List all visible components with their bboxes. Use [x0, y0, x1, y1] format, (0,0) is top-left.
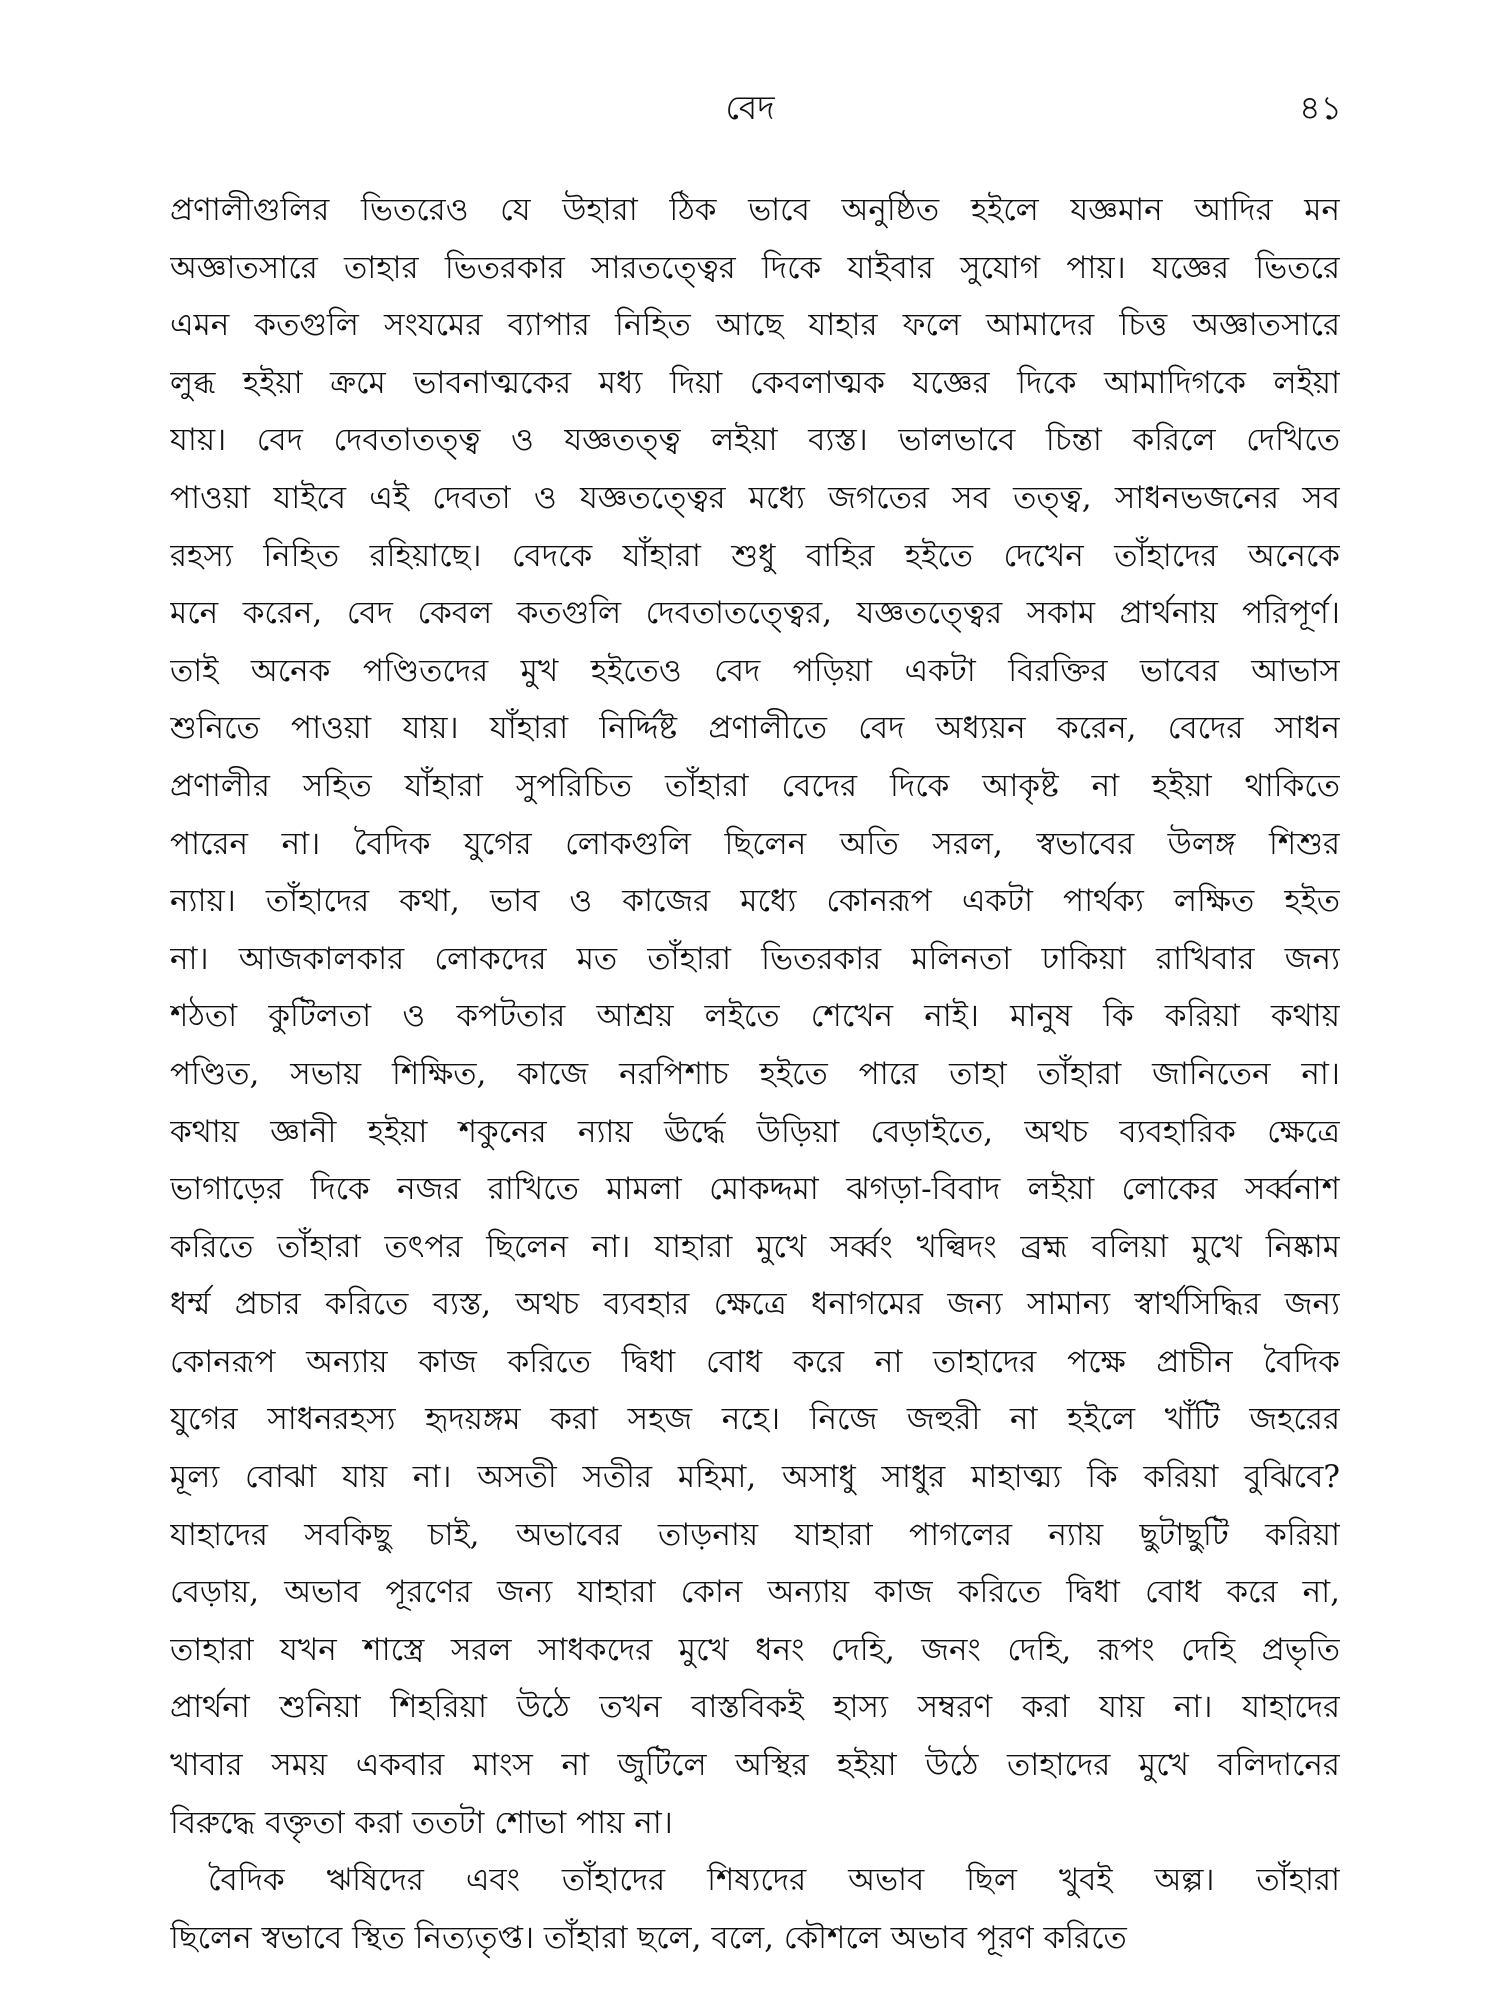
body-text: [170, 182, 1340, 1967]
text-line: ন্যায়। তাঁহাদের কথা, ভাব ও কাজের মধ্যে কোনরূপ একটা পার্থক্য লক্ষিত হইত: [170, 883, 1340, 920]
text-line: না। আজকালকার লোকদের মত তাঁহারা ভিতরকার মলিনতা ঢাকিয়া রাখিবার জন্য: [170, 940, 1340, 977]
text-line: যুগের সাধনরহস্য হৃদয়ঙ্গম করা সহজ নহে। নিজে জহুরী না হইলে খাঁটি জহরের: [170, 1401, 1340, 1438]
text-line: মনে করেন, বেদ কেবল কতগুলি দেবতাতত্ত্বের, যজ্ঞতত্ত্বের সকাম প্রার্থনায় পরিপূর্ণ।: [170, 595, 1340, 632]
text-line: যায়। বেদ দেবতাতত্ত্ব ও যজ্ঞতত্ত্ব লইয়া ব্যস্ত। ভালভাবে চিন্তা করিলে দেখিতে: [170, 422, 1340, 459]
paragraph: [170, 182, 1340, 1852]
text-line: শুনিতে পাওয়া যায়। যাঁহারা নির্দ্দিষ্ট প্রণালীতে বেদ অধ্যয়ন করেন, বেদের সাধন: [170, 710, 1340, 747]
running-title: বেদ: [725, 88, 775, 127]
text-line: কথায় জ্ঞানী হইয়া শকুনের ন্যায় ঊর্দ্ধে উড়িয়া বেড়াইতে, অথচ ব্যবহারিক ক্ষেত্রে: [170, 1113, 1340, 1150]
text-line: এমন কতগুলি সংযমের ব্যাপার নিহিত আছে যাহার ফলে আমাদের চিত্ত অজ্ঞাতসারে: [170, 307, 1340, 344]
text-line: বিরুদ্ধে বক্তৃতা করা ততটা শোভা পায় না।: [170, 1804, 673, 1841]
text-line: করিতে তাঁহারা তৎপর ছিলেন না। যাহারা মুখে সর্ব্বং খল্বিদং ব্রহ্ম বলিয়া মুখে নিষ্কাম: [170, 1228, 1340, 1265]
text-line: ভাগাড়ের দিকে নজর রাখিতে মামলা মোকদ্দমা ঝগড়া-বিবাদ লইয়া লোকের সর্ব্বনাশ: [170, 1171, 1340, 1208]
text-line: বৈদিক ঋষিদের এবং তাঁহাদের শিষ্যদের অভাব ছিল খুবই অল্প। তাঁহারা: [208, 1862, 1340, 1899]
running-header: [0, 78, 1500, 138]
text-line: শঠতা কুটিলতা ও কপটতার আশ্রয় লইতে শেখেন নাই। মানুষ কি করিয়া কথায়: [170, 998, 1340, 1035]
paragraph: [170, 1852, 1340, 1967]
text-line: পাওয়া যাইবে এই দেবতা ও যজ্ঞতত্ত্বের মধ্যে জগতের সব তত্ত্ব, সাধনভজনের সব: [170, 479, 1340, 516]
text-line: রহস্য নিহিত রহিয়াছে। বেদকে যাঁহারা শুধু বাহির হইতে দেখেন তাঁহাদের অনেকে: [170, 537, 1340, 574]
text-line: তাহারা যখন শাস্ত্রে সরল সাধকদের মুখে ধনং দেহি, জনং দেহি, রূপং দেহি প্রভৃতি: [170, 1631, 1340, 1668]
text-line: মূল্য বোঝা যায় না। অসতী সতীর মহিমা, অসাধু সাধুর মাহাত্ম্য কি করিয়া বুঝিবে?: [170, 1459, 1340, 1496]
text-line: পণ্ডিত, সভায় শিক্ষিত, কাজে নরপিশাচ হইতে পারে তাহা তাঁহারা জানিতেন না।: [170, 1055, 1340, 1092]
text-line: ধর্ম্ম প্রচার করিতে ব্যস্ত, অথচ ব্যবহার ক্ষেত্রে ধনাগমের জন্য সামান্য স্বার্থসিদ্ধির জন্য: [170, 1286, 1340, 1323]
text-line: অজ্ঞাতসারে তাহার ভিতরকার সারতত্ত্বের দিকে যাইবার সুযোগ পায়। যজ্ঞের ভিতরে: [170, 249, 1340, 286]
text-line: খাবার সময় একবার মাংস না জুটিলে অস্থির হইয়া উঠে তাহাদের মুখে বলিদানের: [170, 1747, 1340, 1784]
text-line: লুব্ধ হইয়া ক্রমে ভাবনাত্মকের মধ্য দিয়া কেবলাত্মক যজ্ঞের দিকে আমাদিগকে লইয়া: [170, 364, 1340, 401]
text-line: প্রার্থনা শুনিয়া শিহরিয়া উঠে তখন বাস্তবিকই হাস্য সম্বরণ করা যায় না। যাহাদের: [170, 1689, 1340, 1726]
text-line: বেড়ায়, অভাব পূরণের জন্য যাহারা কোন অন্যায় কাজ করিতে দ্বিধা বোধ করে না,: [170, 1574, 1340, 1611]
page-number: ৪১: [1299, 88, 1342, 127]
text-line: ছিলেন স্বভাবে স্থিত নিত্যতৃপ্ত। তাঁহারা ছলে, বলে, কৌশলে অভাব পূরণ করিতে: [170, 1919, 1127, 1956]
text-line: পারেন না। বৈদিক যুগের লোকগুলি ছিলেন অতি সরল, স্বভাবের উলঙ্গ শিশুর: [170, 825, 1340, 862]
text-line: প্রণালীগুলির ভিতরেও যে উহারা ঠিক ভাবে অনুষ্ঠিত হইলে যজ্ঞমান আদির মন: [170, 192, 1340, 228]
text-line: কোনরূপ অন্যায় কাজ করিতে দ্বিধা বোধ করে না তাহাদের পক্ষে প্রাচীন বৈদিক: [170, 1343, 1340, 1380]
text-line: তাই অনেক পণ্ডিতদের মুখ হইতেও বেদ পড়িয়া একটা বিরক্তির ভাবের আভাস: [170, 652, 1340, 689]
text-line: প্রণালীর সহিত যাঁহারা সুপরিচিত তাঁহারা বেদের দিকে আকৃষ্ট না হইয়া থাকিতে: [170, 767, 1340, 804]
text-line: যাহাদের সবকিছু চাই, অভাবের তাড়নায় যাহারা পাগলের ন্যায় ছুটাছুটি করিয়া: [170, 1516, 1340, 1553]
